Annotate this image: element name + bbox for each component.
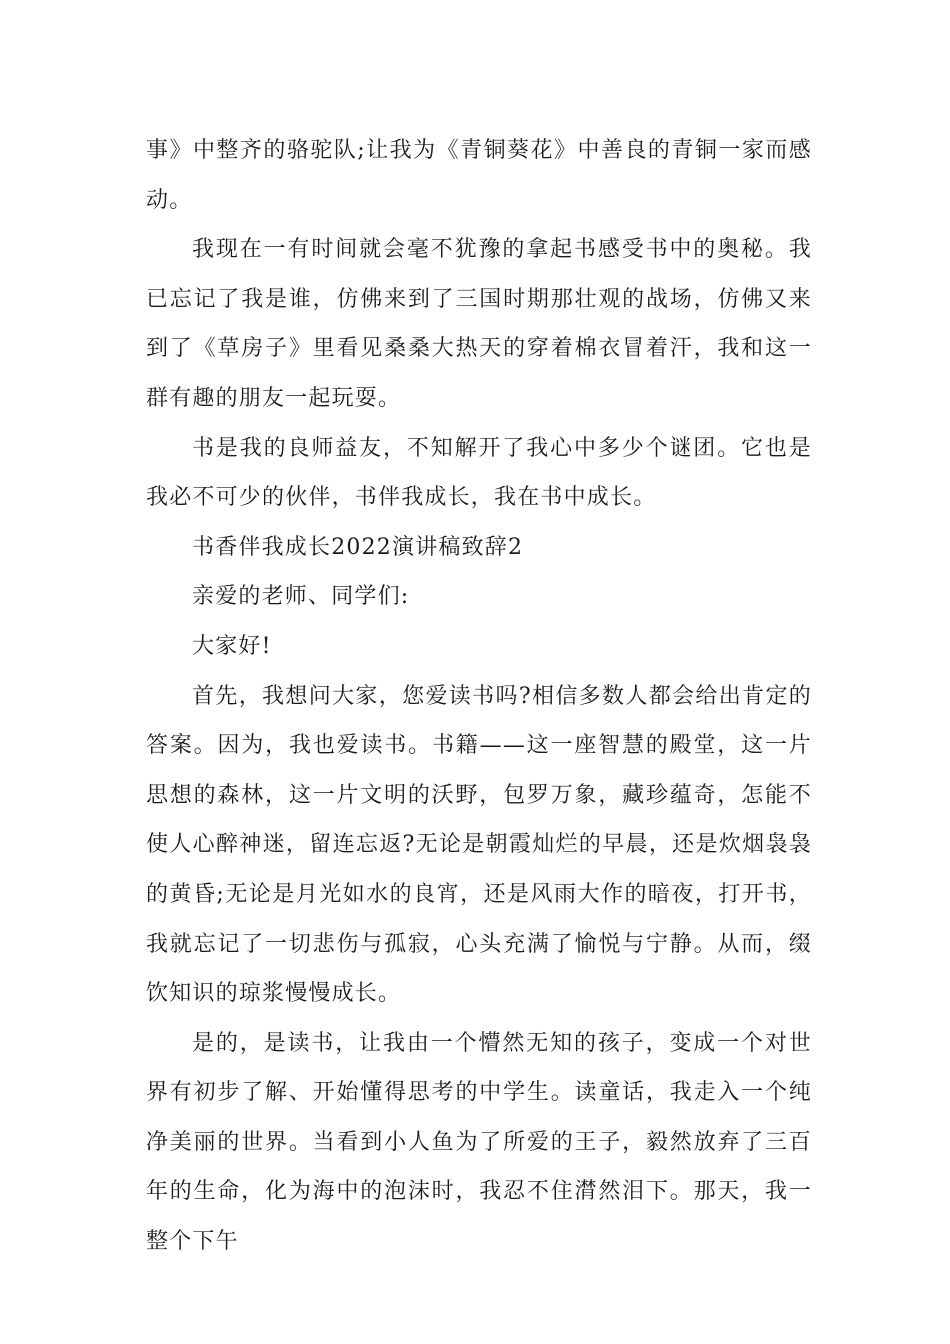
paragraph-reading-immersion: 我现在一有时间就会毫不犹豫的拿起书感受书中的奥秘。我已忘记了我是谁，仿佛来到了三国时期那壮观的战场，仿佛又来到了《草房子》里看见桑桑大热天的穿着棉衣冒着汗，我和这一群有趣的朋友一起玩耍。 bbox=[146, 237, 812, 411]
paragraph-continuation: 事》中整齐的骆驼队;让我为《青铜葵花》中善良的青铜一家而感动。 bbox=[146, 138, 812, 213]
speech-greeting: 大家好! bbox=[192, 633, 272, 659]
paragraph-love-reading: 首先，我想问大家，您爱读书吗?相信多数人都会给出肯定的答案。因为，我也爱读书。书籍——这一座智慧的殿堂，这一片思想的森林，这一片文明的沃野，包罗万象，藏珍蕴奇，怎能不使人心醉神迷，留连忘返?无论是朝霞灿烂的早晨，还是炊烟袅袅的黄昏;无论是月光如水的良宵，还是风雨大作的暗夜，打开书，我就忘记了一切悲伤与孤寂，心头充满了愉悦与宁静。从而，缀饮知识的琼浆慢慢成长。 bbox=[146, 683, 812, 1007]
speech-salutation: 亲爱的老师、同学们: bbox=[192, 584, 410, 610]
paragraph-book-as-friend: 书是我的良师益友，不知解开了我心中多少个谜团。它也是我必不可少的伙伴，书伴我成长，我在书中成长。 bbox=[146, 435, 812, 511]
document-body bbox=[146, 126, 812, 1267]
paragraph-reading-growth: 是的，是读书，让我由一个懵然无知的孩子，变成一个对世界有初步了解、开始懂得思考的中学生。读童话，我走入一个纯净美丽的世界。当看到小人鱼为了所爱的王子，毅然放弃了三百年的生命，化为海中的泡沫时，我忍不住潸然泪下。那天，我一整个下午 bbox=[146, 1030, 812, 1255]
speech-title: 书香伴我成长2022演讲稿致辞2 bbox=[192, 534, 524, 560]
